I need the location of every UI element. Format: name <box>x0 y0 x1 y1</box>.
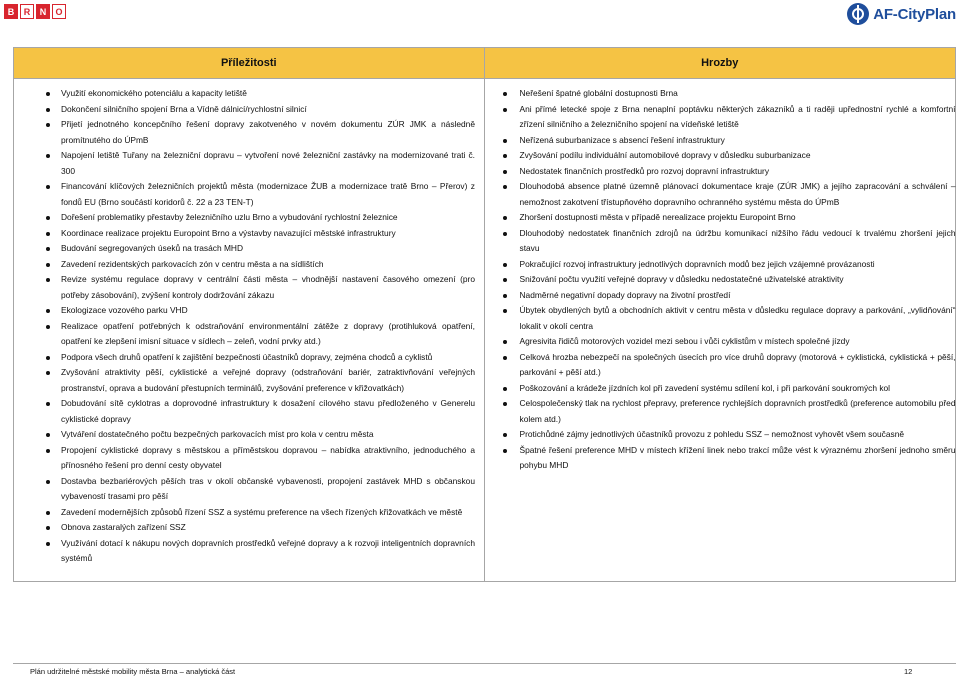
threats-column <box>485 48 956 581</box>
footer-divider <box>13 663 956 664</box>
list-item: Podpora všech druhů opatření k zajištění bezpečnosti účastníků dopravy, zejména chodců a cyklistů <box>14 350 475 366</box>
list-item: Pokračující rozvoj infrastruktury jednotlivých dopravních modů bez jejich vzájemné provázanosti <box>485 257 956 273</box>
af-logo-text: AF-CityPlan <box>873 5 956 23</box>
list-item: Zavedení modernějších způsobů řízení SSZ a systému preference na všech řízených křižovatkách ve městě <box>14 505 475 521</box>
list-item: Zhoršení dostupnosti města v případě nerealizace projektu Europoint Brno <box>485 210 956 226</box>
brno-logo-letter-b: B <box>4 4 18 19</box>
brno-logo-letter-r: R <box>20 4 34 19</box>
list-item: Realizace opatření potřebných k odstraňování environmentální zátěže z dopravy (protihluková opatření, opatření ke zlepšení imisní situace v sídlech – zeleň, vodní prvky atd.) <box>14 319 475 350</box>
list-item: Neřízená suburbanizace s absencí řešení infrastruktury <box>485 133 956 149</box>
opportunities-list <box>14 86 475 567</box>
threats-list <box>485 86 956 474</box>
list-item: Ani přímé letecké spoje z Brna nenaplní poptávku některých zákazníků a ti raději upřednostní rychlé a komfortní zřízení silničního a železničního spojení na vídeňské letiště <box>485 102 956 133</box>
list-item: Dlouhodobá absence platné územně plánovací dokumentace kraje (ZÚR JMK) a jejího zapracování a schválení – nemožnost zakotvení třístupňového dopravního ochranného systému města do ÚPmB <box>485 179 956 210</box>
swot-table <box>13 47 956 582</box>
brno-logo <box>4 4 68 19</box>
list-item: Nadměrné negativní dopady dopravy na životní prostředí <box>485 288 956 304</box>
list-item: Zvyšování podílu individuální automobilové dopravy v důsledku suburbanizace <box>485 148 956 164</box>
brno-logo-letter-n: N <box>36 4 50 19</box>
list-item: Ekologizace vozového parku VHD <box>14 303 475 319</box>
list-item: Financování klíčových železničních projektů města (modernizace ŽUB a modernizace tratě Brno – Přerov) z fondů EU (Brno součástí koridorů č. 22 a 23 TEN-T) <box>14 179 475 210</box>
list-item: Celospolečenský tlak na rychlost přepravy, preference rychlejších dopravních prostředků (preference automobilu před kolem atd.) <box>485 396 956 427</box>
list-item: Přijetí jednotného koncepčního řešení dopravy zakotveného v novém dokumentu ZÚR JMK a následně promítnutého do ÚPmB <box>14 117 475 148</box>
list-item: Špatné řešení preference MHD v místech křížení linek nebo trakcí může vést k výraznému zhoršení jednoho směru pohybu MHD <box>485 443 956 474</box>
list-item: Snižování počtu využití veřejné dopravy v důsledku nedostatečné uživatelské atraktivity <box>485 272 956 288</box>
threats-header: Hrozby <box>485 48 956 79</box>
list-item: Dořešení problematiky přestavby železničního uzlu Brno a vybudování rychlostní železnice <box>14 210 475 226</box>
list-item: Poškozování a krádeže jízdních kol při zavedení systému sdílení kol, i při parkování soukromých kol <box>485 381 956 397</box>
list-item: Zvyšování atraktivity pěší, cyklistické a veřejné dopravy (odstraňování bariér, zatraktivňování veřejných prostranství, oprava a budování přestupních terminálů, zvyšování preference v křižovatkách) <box>14 365 475 396</box>
list-item: Dobudování sítě cyklotras a doprovodné infrastruktury k dosažení cílového stavu předloženého v Generelu cyklistické dopravy <box>14 396 475 427</box>
list-item: Neřešení špatné globální dostupnosti Brna <box>485 86 956 102</box>
list-item: Vytváření dostatečného počtu bezpečných parkovacích míst pro kola v centru města <box>14 427 475 443</box>
af-cityplan-logo <box>847 2 956 26</box>
list-item: Zavedení rezidentských parkovacích zón v centru města a na sídlištích <box>14 257 475 273</box>
list-item: Úbytek obydlených bytů a obchodních aktivit v centru města v důsledku regulace dopravy a parkování, „vylidňování“ lokalit v okolí centra <box>485 303 956 334</box>
af-logo-mark-icon <box>847 3 869 25</box>
footer-title: Plán udržitelné městské mobility města Brna – analytická část <box>30 667 236 676</box>
list-item: Celková hrozba nebezpečí na společných úsecích pro více druhů dopravy (motorová + cyklistická, cyklistická + pěší, parkování + pěší atd.) <box>485 350 956 381</box>
opportunities-column <box>14 48 485 581</box>
list-item: Propojení cyklistické dopravy s městskou a příměstskou dopravou – nabídka atraktivního, jednoduchého a přínosného řešení pro denní cesty obyvatel <box>14 443 475 474</box>
list-item: Revize systému regulace dopravy v centrální části města – vhodnější nastavení časového omezení (pro potřeby zásobování), zvýšení kontroly dodržování zákazu <box>14 272 475 303</box>
list-item: Využití ekonomického potenciálu a kapacity letiště <box>14 86 475 102</box>
list-item: Dokončení silničního spojení Brna a Vídně dálnicí/rychlostní silnicí <box>14 102 475 118</box>
list-item: Agresivita řidičů motorových vozidel mezi sebou i vůči cyklistům v místech společné jízdy <box>485 334 956 350</box>
list-item: Napojení letiště Tuřany na železniční dopravu – vytvoření nové železniční zastávky na modernizované trati č. 300 <box>14 148 475 179</box>
list-item: Dostavba bezbariérových pěších tras v okolí občanské vybavenosti, propojení zastávek MHD s občanskou vybaveností trasami pro pěší <box>14 474 475 505</box>
list-item: Obnova zastaralých zařízení SSZ <box>14 520 475 536</box>
list-item: Protichůdné zájmy jednotlivých účastníků provozu z pohledu SSZ – nemožnost vyhovět všem současně <box>485 427 956 443</box>
brno-logo-letter-o: O <box>52 4 66 19</box>
opportunities-header: Příležitosti <box>14 48 484 79</box>
page-number: 12 <box>904 667 913 676</box>
list-item: Nedostatek finančních prostředků pro rozvoj dopravní infrastruktury <box>485 164 956 180</box>
list-item: Koordinace realizace projektu Europoint Brno a výstavby navazující městské infrastruktury <box>14 226 475 242</box>
list-item: Budování segregovaných úseků na trasách MHD <box>14 241 475 257</box>
list-item: Dlouhodobý nedostatek finančních zdrojů na údržbu komunikací nižšího řádu vedoucí k trvalému zhoršení jejich stavu <box>485 226 956 257</box>
list-item: Využívání dotací k nákupu nových dopravních prostředků veřejné dopravy a k rozvoji inteligentních dopravních systémů <box>14 536 475 567</box>
